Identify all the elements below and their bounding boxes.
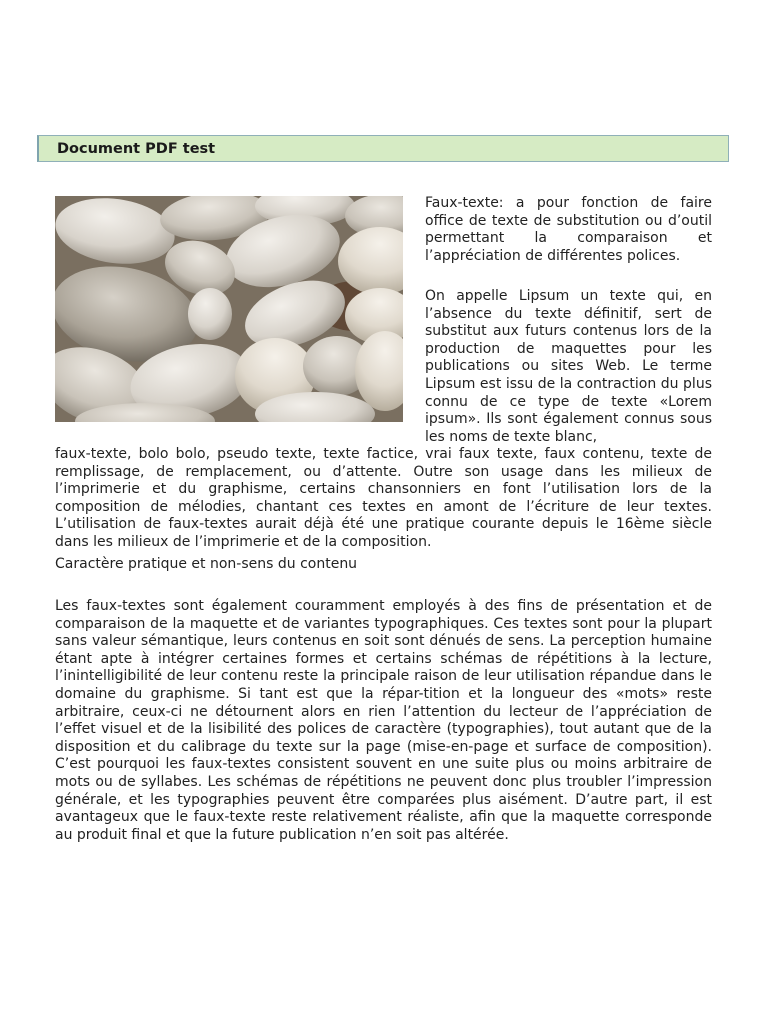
header-bar xyxy=(37,135,729,162)
lipsum-continuation xyxy=(55,446,712,552)
pebbles-photo xyxy=(55,196,403,422)
paragraph-faux-textes: Les faux-textes sont également couramment employés à des fins de présentation et de comparaison de la maquette et de variantes typographiques. Ces textes sont pour la plupart sans valeur sémantique, leurs contenus en soit sont dénués de sens. La perception humaine étant apte à intégrer certaines formes et certains schémas de répétitions à la lecture, l’inintelligibilité de leur contenu reste la principale raison de leur utilisation répandue dans le domaine du graphisme. Si tant est que la répar-tition et la longueur des «mots» reste arbitraire, ceux-ci ne détournent alors en rien l’attention du lecteur de l’appréciation de l’effet visuel et de la lisibilité des polices de caractère (typographies), tout autant que de la disposition et du calibrage du texte sur la page (mise-en-page et surface de composition). C’est pourquoi les faux-textes consistent souvent en une suite plus ou moins arbitraire de mots ou de syllabes. Les schémas de répétitions ne peuvent donc plus troubler l’impression générale, et les typographies peuvent être comparées plus aisément. D’autre part, il est avantageux que le faux-texte reste relativement réaliste, afin que la maquette corresponde au produit final et que la future publication n’en soit pas altérée. xyxy=(55,598,712,843)
lipsum-column xyxy=(425,288,712,446)
section-heading: Caractère pratique et non-sens du contenu xyxy=(55,556,358,572)
document-title: Document PDF test xyxy=(57,141,216,157)
intro-column xyxy=(425,195,712,265)
body-section xyxy=(55,598,712,844)
paragraph-intro: Faux-texte: a pour fonction de faire office de texte de substitution ou d’outil permettant la comparaison et l’appréciation de différentes polices. xyxy=(425,195,712,264)
paragraph-lipsum-continued: faux-texte, bolo bolo, pseudo texte, texte factice, vrai faux texte, faux contenu, texte de remplissage, de remplacement, ou d’attente. Outre son usage dans les milieux de l’imprimerie et du graphisme, certains chansonniers en font l’utilisation lors de la composition de mélodies, chantant ces textes en amont de l’écriture de leur textes. L’utilisation de faux-textes aurait déjà été une pratique courante depuis le 16ème siècle dans les milieux de l’imprimerie et de la composition. xyxy=(55,446,712,550)
paragraph-lipsum-start: On appelle Lipsum un texte qui, en l’absence du texte définitif, sert de substitut aux futurs contenus lors de la production de maquettes pour les publications ou sites Web. Le terme Lipsum est issu de la contraction du plus connu de ce type de texte «Lorem ipsum». Ils sont également connus sous les noms de texte blanc, xyxy=(425,288,712,445)
pebbles-illustration xyxy=(55,196,403,422)
